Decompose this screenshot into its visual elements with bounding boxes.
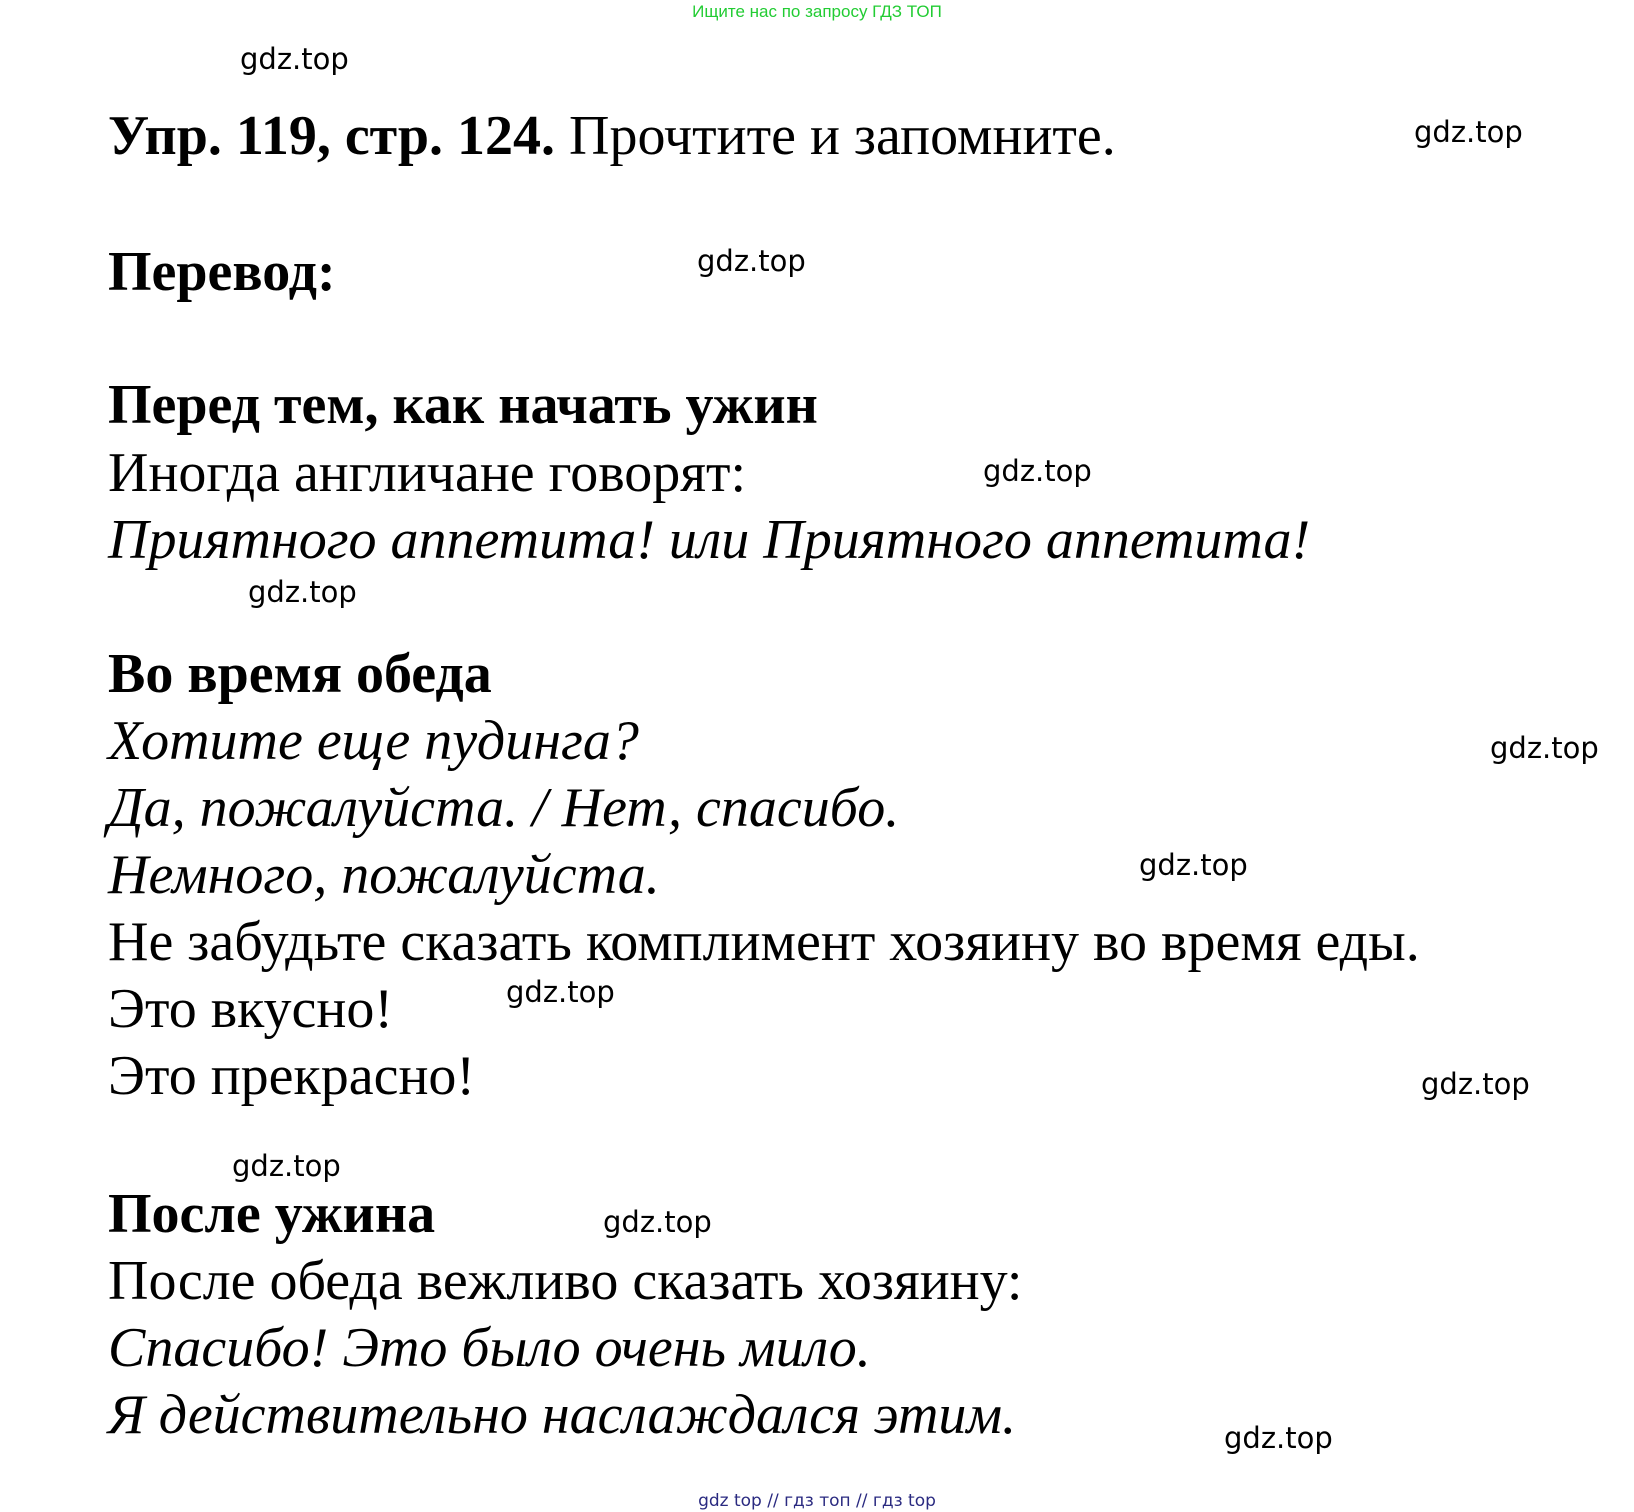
watermark: gdz.top — [603, 1205, 712, 1239]
exercise-number: Упр. 119, стр. 124. — [108, 105, 556, 167]
exercise-instruction: Прочтите и запомните. — [569, 105, 1116, 167]
section-phrase: Да, пожалуйста. / Нет, спасибо. — [108, 777, 900, 839]
section-text: Это прекрасно! — [108, 1045, 476, 1107]
section-text: Иногда англичане говорят: — [108, 442, 747, 504]
watermark: gdz.top — [1224, 1421, 1333, 1455]
top-banner: Ищите нас по запросу ГДЗ ТОП — [692, 2, 942, 21]
section-phrase: Приятного аппетита! или Приятного аппетита! — [108, 509, 1311, 571]
section-text: Это вкусно! — [108, 978, 394, 1040]
section-phrase: Я действительно наслаждался этим. — [108, 1384, 1017, 1446]
section-phrase: Хотите еще пудинга? — [108, 710, 639, 772]
section-text: Не забудьте сказать комплимент хозяину во время еды. — [108, 911, 1420, 973]
watermark: gdz.top — [1414, 115, 1523, 149]
section-phrase: Немного, пожалуйста. — [108, 844, 660, 906]
watermark: gdz.top — [1490, 731, 1599, 765]
section-phrase: Спасибо! Это было очень мило. — [108, 1317, 871, 1379]
section-heading: После ужина — [108, 1183, 436, 1245]
watermark: gdz.top — [232, 1149, 341, 1183]
watermark: gdz.top — [697, 244, 806, 278]
section-text: После обеда вежливо сказать хозяину: — [108, 1250, 1023, 1312]
footer-watermark: gdz top // гдз топ // гдз top — [698, 1491, 936, 1511]
watermark: gdz.top — [1421, 1067, 1530, 1101]
section-heading: Во время обеда — [108, 643, 492, 705]
exercise-title — [108, 104, 1116, 168]
watermark: gdz.top — [240, 42, 349, 76]
watermark: gdz.top — [983, 454, 1092, 488]
watermark: gdz.top — [1139, 848, 1248, 882]
section-heading: Перед тем, как начать ужин — [108, 374, 818, 436]
translation-heading: Перевод: — [108, 241, 336, 303]
watermark: gdz.top — [248, 575, 357, 609]
watermark: gdz.top — [506, 975, 615, 1009]
